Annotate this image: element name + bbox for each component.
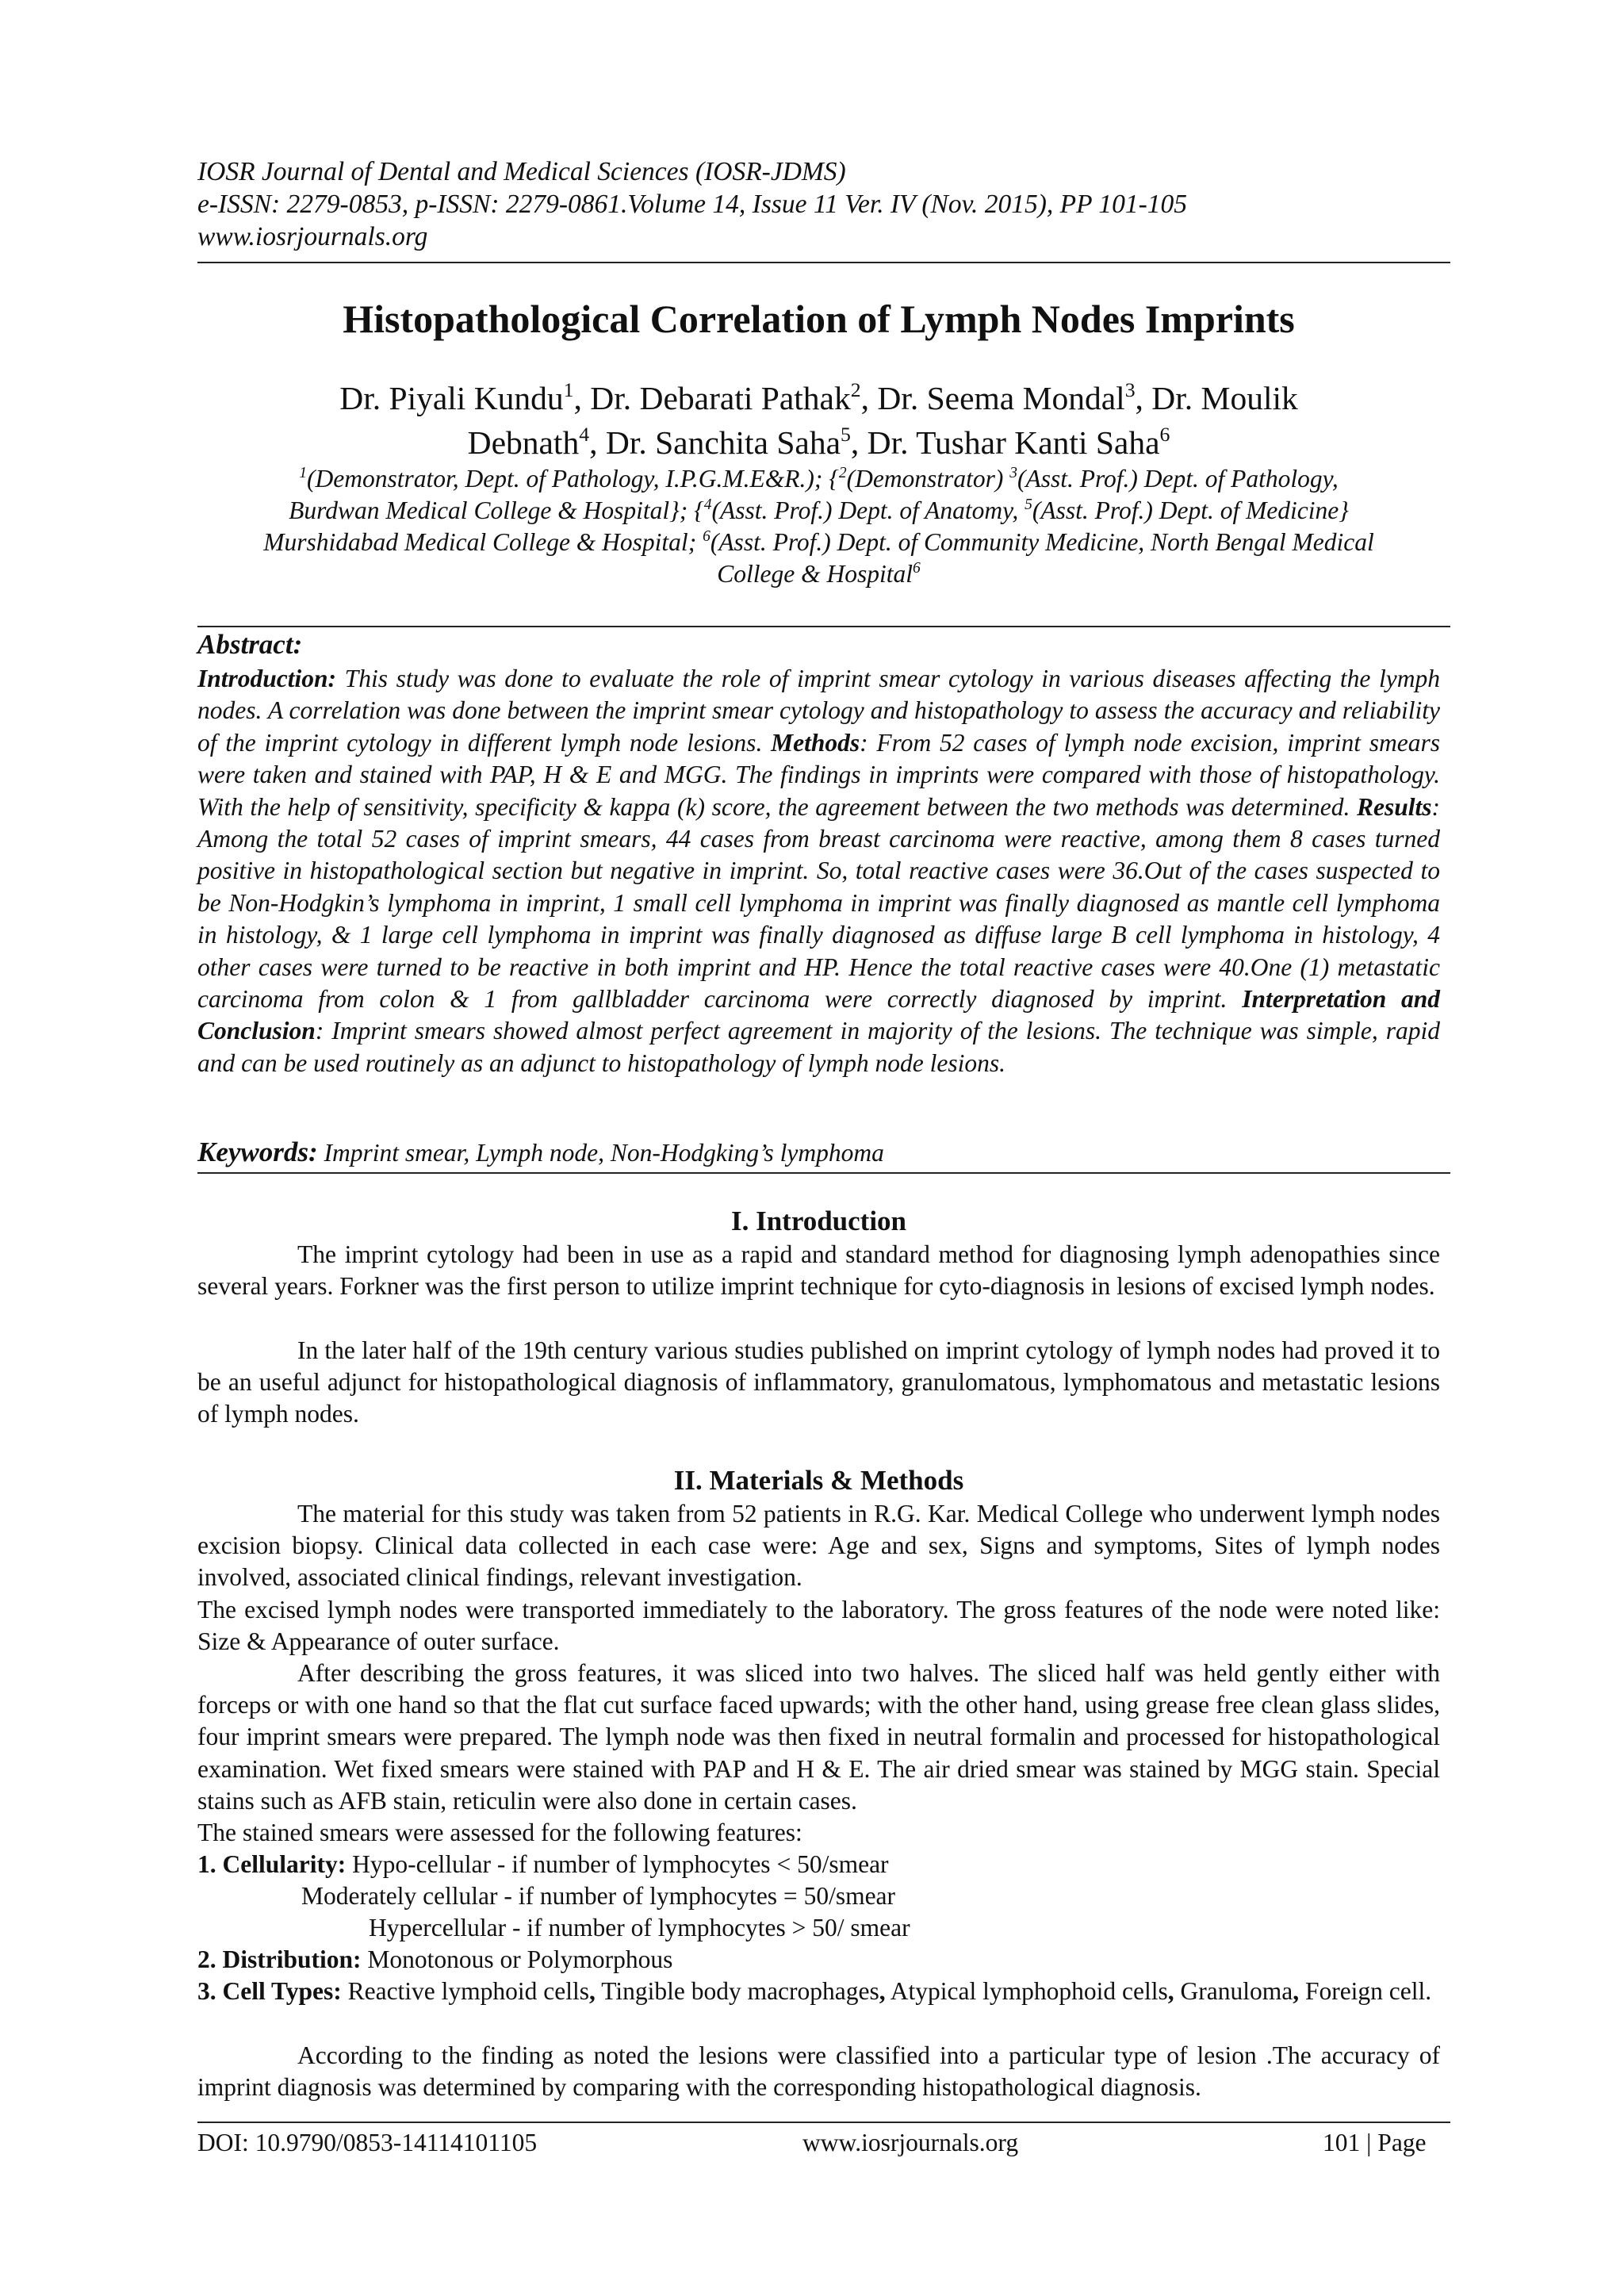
abstract-bottom-rule: [197, 1172, 1450, 1174]
abstract-top-rule: [197, 626, 1450, 627]
section-heading-introduction: I. Introduction: [730, 1205, 907, 1236]
footer-rule: [197, 2122, 1450, 2123]
methods-final-paragraph: According to the finding as noted the lesions were classified into a particular type of lesion .The accuracy of imprint diagnosis was determined by comparing with the corresponding histopathological diagnosis.: [197, 2041, 1440, 2102]
affiliations: $^1$(Demonstrator, Dept. of Pathology, I.P.G.M.E&R.); {$^2$(Demonstrator) $^3$(Asst. Prof.) Dept. of Pathology, Burdwan Medical College & Hospital}; {$^4$(Asst. Prof.) Dept. of Anatomy, $^5$(Asst. Prof.) Dept. of Medicine} Murshidabad Medical College & Hospital; $^6$(Asst. Prof.) Dept. of Community Medicine, North Bengal Medical College & Hospital$^6$: [263, 464, 1374, 588]
author-name: , Dr. Sanchita Saha: [589, 424, 841, 461]
abstract-results-label: Results: [1356, 792, 1432, 821]
abstract-intro-label: Introduction:: [197, 665, 337, 692]
abstract-intro-text: This study was done to evaluate the role of imprint smear cytology in various diseases affecting the lymph nodes. A correlation was done between the imprint smear cytology and histopathology to assess the accuracy and reliability of the imprint cytology in different lymph node lesions.: [197, 665, 1440, 757]
author-name: , Dr. Seema Mondal: [860, 380, 1125, 416]
author-name: Dr. Piyali Kundu: [339, 380, 564, 416]
abstract-methods-label: Methods: [771, 728, 860, 757]
author-name: , Dr. Debarati Pathak: [573, 380, 851, 416]
feature-distribution: 2. Distribution: Monotonous or Polymorphous: [197, 1945, 673, 1973]
feature-cellularity-moderate: Moderately cellular - if number of lymphocytes = 50/smear: [301, 1882, 896, 1910]
abstract-interp-label: Interpretation and Conclusion: [197, 985, 1440, 1045]
journal-name: IOSR Journal of Dental and Medical Sciences (IOSR-JDMS): [197, 157, 846, 186]
feature-cellularity: 1. Cellularity: Hypo-cellular - if number of lymphocytes < 50/smear: [197, 1850, 889, 1878]
abstract-interp-text: : Imprint smears showed almost perfect agreement in majority of the lesions. The technique was simple, rapid and can be used routinely as an adjunct to histopathology of lymph node lesions.: [197, 1017, 1440, 1077]
section-heading-methods: II. Materials & Methods: [673, 1465, 964, 1496]
methods-paragraph-2: The excised lymph nodes were transported immediately to the laboratory. The gross features of the node were noted like: Size & Appearance of outer surface.: [197, 1596, 1440, 1656]
author-name: Debnath: [467, 424, 580, 461]
abstract-methods-text: : From 52 cases of lymph node excision, imprint smears were taken and stained with PAP, H & E and MGG. The findings in imprints were compared with those of histopathology. With the help of sensitivity, specificity & kappa (k) score, the agreement between the two methods was determined.: [197, 728, 1440, 821]
footer-site: www.iosrjournals.org: [802, 2129, 1019, 2156]
header-rule: [197, 262, 1450, 263]
journal-site: www.iosrjournals.org: [197, 222, 428, 251]
abstract-body: [197, 663, 1440, 1079]
author-sup: 6: [1159, 422, 1170, 446]
author-name: , Dr. Tushar Kanti Saha: [850, 424, 1160, 461]
abstract-results-text: : Among the total 52 cases of imprint smears, 44 cases from breast carcinoma were reactive, among them 8 cases turned positive in histopathological section but negative in imprint. So, total reactive cases were 36.Out of the cases suspected to be Non-Hodgkin’s lymphoma in imprint, 1 small cell lymphoma in imprint was finally diagnosed as mantle cell lymphoma in histology, & 1 large cell lymphoma in imprint was finally diagnosed as diffuse large B cell lymphoma in histology, 4 other cases were turned to be reactive in both imprint and HP. Hence the total reactive cases were 40.One (1) metastatic carcinoma from colon & 1 from gallbladder carcinoma were correctly diagnosed by imprint.: [197, 792, 1440, 1014]
footer-doi: DOI: 10.9790/0853-14114101105: [197, 2129, 538, 2156]
author-sup: 1: [563, 378, 574, 401]
author-sup: 2: [850, 378, 861, 401]
methods-paragraph-1: The material for this study was taken from 52 patients in R.G. Kar. Medical College who underwent lymph nodes excision biopsy. Clinical data collected in each case were: Age and sex, Signs and symptoms, Sites of lymph nodes involved, associated clinical findings, relevant investigation.: [197, 1500, 1440, 1592]
journal-header: [197, 155, 1440, 253]
keywords-label: Keywords:: [197, 1137, 318, 1167]
footer-page-number: 101 | Page: [1323, 2129, 1427, 2156]
feature-cellularity-hyper: Hypercellular - if number of lymphocytes > 50/ smear: [369, 1914, 910, 1941]
author-sup: 3: [1124, 378, 1136, 401]
journal-issn: e-ISSN: 2279-0853, p-ISSN: 2279-0861.Volume 14, Issue 11 Ver. IV (Nov. 2015), PP 101-105: [197, 190, 1188, 219]
feature-cell-types: 3. Cell Types: Reactive lymphoid cells, Tingible body macrophages, Atypical lymphophoid cells, Granuloma, Foreign cell.: [197, 1977, 1432, 2005]
abstract-label: Abstract:: [197, 629, 303, 660]
author-list: [197, 376, 1440, 465]
author-sup: 4: [579, 422, 590, 446]
keywords: [197, 1137, 1440, 1169]
keywords-text: Imprint smear, Lymph node, Non-Hodgking’s lymphoma: [317, 1139, 884, 1167]
methods-paragraph-4: The stained smears were assessed for the following features:: [197, 1819, 802, 1846]
intro-paragraph-1: The imprint cytology had been in use as a rapid and standard method for diagnosing lymph adenopathies since several years. Forkner was the first person to utilize imprint technique for cyto-diagnosis in lesions of excised lymph nodes.: [197, 1240, 1440, 1301]
intro-paragraph-2: In the later half of the 19th century various studies published on imprint cytology of lymph nodes had proved it to be an useful adjunct for histopathological diagnosis of inflammatory, granulomatous, lymphomatous and metastatic lesions of lymph nodes.: [197, 1336, 1440, 1428]
paper-title: Histopathological Correlation of Lymph Nodes Imprints: [343, 297, 1295, 341]
author-sup: 5: [841, 422, 851, 446]
methods-paragraph-3: After describing the gross features, it was sliced into two halves. The sliced half was held gently either with forceps or with one hand so that the flat cut surface faced upwards; with the other hand, using grease free clean glass slides, four imprint smears were prepared. The lymph node was then fixed in neutral formalin and processed for histopathological examination. Wet fixed smears were stained with PAP and H & E. The air dried smear was stained by MGG stain. Special stains such as AFB stain, reticulin were also done in certain cases.: [197, 1659, 1440, 1815]
author-name: , Dr. Moulik: [1135, 380, 1298, 416]
